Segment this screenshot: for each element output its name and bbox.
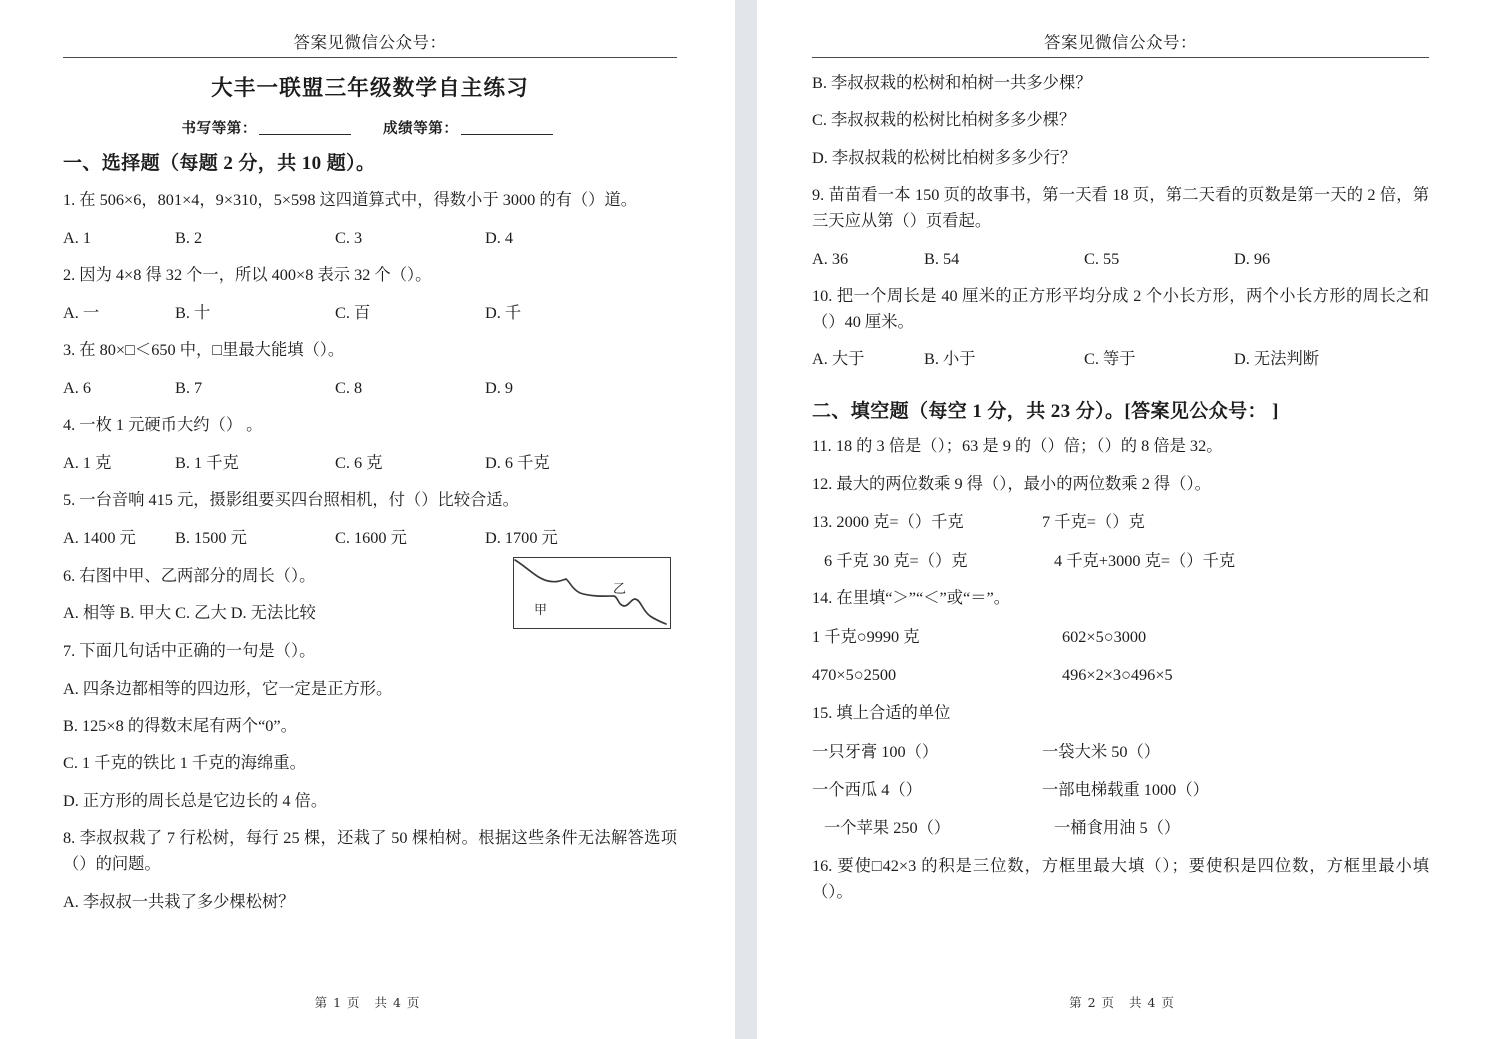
question-6-figure <box>513 557 671 629</box>
footer-current-page: 第 2 页 <box>1069 995 1115 1010</box>
question-8-option-a[interactable]: A. 李叔叔一共栽了多少棵松树？ <box>63 891 295 911</box>
option-b[interactable]: B. 十 <box>175 302 211 322</box>
unit-right: 一袋大米 50（） <box>1042 741 1161 761</box>
section-heading-1: 一、选择题（每题 2 分，共 10 题）。 <box>63 152 376 174</box>
question-2-options <box>63 301 677 325</box>
fill-question-14: 14. 在里填“＞”“＜”或“＝”。 <box>812 588 1011 608</box>
page-2 <box>757 0 1487 1039</box>
option-a[interactable]: A. 6 <box>63 377 92 397</box>
unit-left: 一只牙膏 100（） <box>812 741 939 761</box>
option-b[interactable]: B. 小于 <box>924 349 976 369</box>
compare-right: 496×2×3○496×5 <box>1062 665 1173 685</box>
question-7-option-c[interactable]: C. 1 千克的铁比 1 千克的海绵重。 <box>63 753 306 773</box>
question-10-stem: 10. 把一个周长是 40 厘米的正方形平均分成 2 个小长方形，两个小长方形的周长之和（）40 厘米。 <box>812 286 1429 331</box>
question-8-stem: 8. 李叔叔栽了 7 行松树，每行 25 棵，还栽了 50 棵柏树。根据这些条件无法解答选项（）的问题。 <box>63 828 677 874</box>
header-note: 答案见微信公众号： <box>1044 33 1197 52</box>
page-gutter <box>735 0 757 1039</box>
writing-grade-label: 书写等第： <box>181 119 257 137</box>
option-a[interactable]: A. 1400 元 <box>63 528 136 548</box>
question-3-stem: 3. 在 80×□＜650 中，□里最大能填（）。 <box>63 340 345 360</box>
page-2-footer <box>757 993 1487 1011</box>
footer-total-pages: 共 4 页 <box>374 995 421 1010</box>
score-grade-blank[interactable] <box>461 134 553 135</box>
option-d[interactable]: D. 6 千克 <box>485 453 550 473</box>
option-a[interactable]: A. 36 <box>812 248 849 268</box>
fill-question-14-row-1 <box>812 625 1429 649</box>
question-2-stem: 2. 因为 4×8 得 32 个一，所以 400×8 表示 32 个（）。 <box>63 264 432 284</box>
option-d[interactable]: D. 千 <box>485 302 522 322</box>
page-1 <box>0 0 735 1039</box>
question-10-options <box>812 347 1429 371</box>
question-7-stem: 7. 下面几句话中正确的一句是（）。 <box>63 640 316 660</box>
option-c[interactable]: C. 等于 <box>1084 349 1136 369</box>
fill-right: 7 千克=（）克 <box>1042 512 1145 532</box>
figure-label-jia: 甲 <box>534 601 548 617</box>
option-c[interactable]: C. 百 <box>335 302 371 322</box>
question-1-options <box>63 226 677 250</box>
unit-right: 一桶食用油 5（） <box>1054 818 1181 838</box>
section-heading-2: 二、填空题（每空 1 分，共 23 分）。[答案见公众号： ] <box>812 400 1279 422</box>
option-d[interactable]: D. 9 <box>485 377 514 397</box>
grade-fields <box>63 117 677 138</box>
question-7-option-b[interactable]: B. 125×8 的得数末尾有两个“0”。 <box>63 716 297 735</box>
option-d[interactable]: D. 4 <box>485 227 514 247</box>
score-grade-label: 成绩等第： <box>383 119 459 137</box>
option-b[interactable]: B. 2 <box>175 227 203 247</box>
question-8-option-d[interactable]: D. 李叔叔栽的松树比柏树多多少行？ <box>812 147 1077 167</box>
figure-label-yi: 乙 <box>612 580 626 596</box>
option-d[interactable]: D. 96 <box>1234 248 1271 268</box>
question-4-options <box>63 451 677 475</box>
compare-left: 1 千克○9990 克 <box>812 627 920 646</box>
header-note: 答案见微信公众号： <box>293 33 447 52</box>
option-c[interactable]: C. 8 <box>335 377 363 397</box>
option-b[interactable]: B. 54 <box>924 248 960 268</box>
writing-grade-blank[interactable] <box>259 134 351 135</box>
fill-question-13-row-1 <box>812 510 1429 534</box>
fill-left: 6 千克 30 克=（）克 <box>824 550 968 570</box>
option-c[interactable]: C. 1600 元 <box>335 528 407 548</box>
fill-question-15-row-3 <box>812 816 1429 840</box>
fill-question-16: 16. 要使□42×3 的积是三位数，方框里最大填（）；要使积是四位数，方框里最小填（）。 <box>812 855 1429 901</box>
option-b[interactable]: B. 1500 元 <box>175 528 247 548</box>
question-7-option-d[interactable]: D. 正方形的周长总是它边长的 4 倍。 <box>63 790 328 810</box>
question-5-options <box>63 526 677 550</box>
fill-right: 4 千克+3000 克=（）千克 <box>1054 550 1236 570</box>
fill-question-13-row-2 <box>812 549 1429 573</box>
question-6-stem: 6. 右图中甲、乙两部分的周长（）。 <box>63 565 316 585</box>
option-d[interactable]: D. 无法判断 <box>1234 349 1320 369</box>
option-a[interactable]: A. 1 <box>63 227 92 247</box>
header-rule <box>63 57 677 58</box>
compare-right: 602×5○3000 <box>1062 627 1147 646</box>
question-6-options[interactable]: A. 相等 B. 甲大 C. 乙大 D. 无法比较 <box>63 603 316 623</box>
footer-total-pages: 共 4 页 <box>1129 995 1175 1010</box>
question-4-stem: 4. 一枚 1 元硬币大约（） 。 <box>63 415 263 435</box>
question-8-option-b[interactable]: B. 李叔叔栽的松树和柏树一共多少棵？ <box>812 72 1092 92</box>
fill-question-11: 11. 18 的 3 倍是（）；63 是 9 的（）倍；（）的 8 倍是 32。 <box>812 435 1223 455</box>
option-c[interactable]: C. 6 克 <box>335 453 383 473</box>
page-1-header <box>63 0 677 58</box>
compare-left: 470×5○2500 <box>812 665 897 685</box>
question-8-option-c[interactable]: C. 李叔叔栽的松树比柏树多多少棵？ <box>812 110 1076 130</box>
question-7-option-a[interactable]: A. 四条边都相等的四边形，它一定是正方形。 <box>63 678 393 698</box>
question-9-stem: 9. 苗苗看一本 150 页的故事书，第一天看 18 页，第二天看的页数是第一天的 2 倍，第三天应从第（）页看起。 <box>812 185 1429 230</box>
header-rule <box>812 57 1429 58</box>
page-title: 大丰一联盟三年级数学自主练习 <box>211 75 529 100</box>
footer-current-page: 第 1 页 <box>314 995 361 1010</box>
unit-left: 一个苹果 250（） <box>824 818 951 838</box>
fill-question-15-row-2 <box>812 778 1429 802</box>
question-3-options <box>63 376 677 400</box>
option-c[interactable]: C. 3 <box>335 227 363 247</box>
option-b[interactable]: B. 7 <box>175 377 203 397</box>
fill-question-15-row-1 <box>812 740 1429 764</box>
option-a[interactable]: A. 1 克 <box>63 453 112 473</box>
option-a[interactable]: A. 一 <box>63 302 100 322</box>
fill-question-15: 15. 填上合适的单位 <box>812 702 951 722</box>
question-5-stem: 5. 一台音响 415 元，摄影组要买四台照相机，付（）比较合适。 <box>63 490 519 510</box>
unit-right: 一部电梯载重 1000（） <box>1042 780 1209 800</box>
option-c[interactable]: C. 55 <box>1084 248 1120 268</box>
fill-left: 13. 2000 克=（）千克 <box>812 512 964 532</box>
figure-rectangle <box>513 557 671 629</box>
option-a[interactable]: A. 大于 <box>812 349 865 369</box>
question-9-options <box>812 247 1429 271</box>
page-1-footer <box>0 993 735 1011</box>
page-2-header <box>812 0 1429 58</box>
option-d[interactable]: D. 1700 元 <box>485 528 558 548</box>
fill-question-14-row-2 <box>812 663 1429 687</box>
fill-question-12: 12. 最大的两位数乘 9 得（），最小的两位数乘 2 得（）。 <box>812 473 1211 493</box>
unit-left: 一个西瓜 4（） <box>812 780 922 800</box>
question-1-stem: 1. 在 506×6，801×4，9×310，5×598 这四道算式中，得数小于 3000 的有（）道。 <box>63 189 638 209</box>
option-b[interactable]: B. 1 千克 <box>175 453 239 473</box>
